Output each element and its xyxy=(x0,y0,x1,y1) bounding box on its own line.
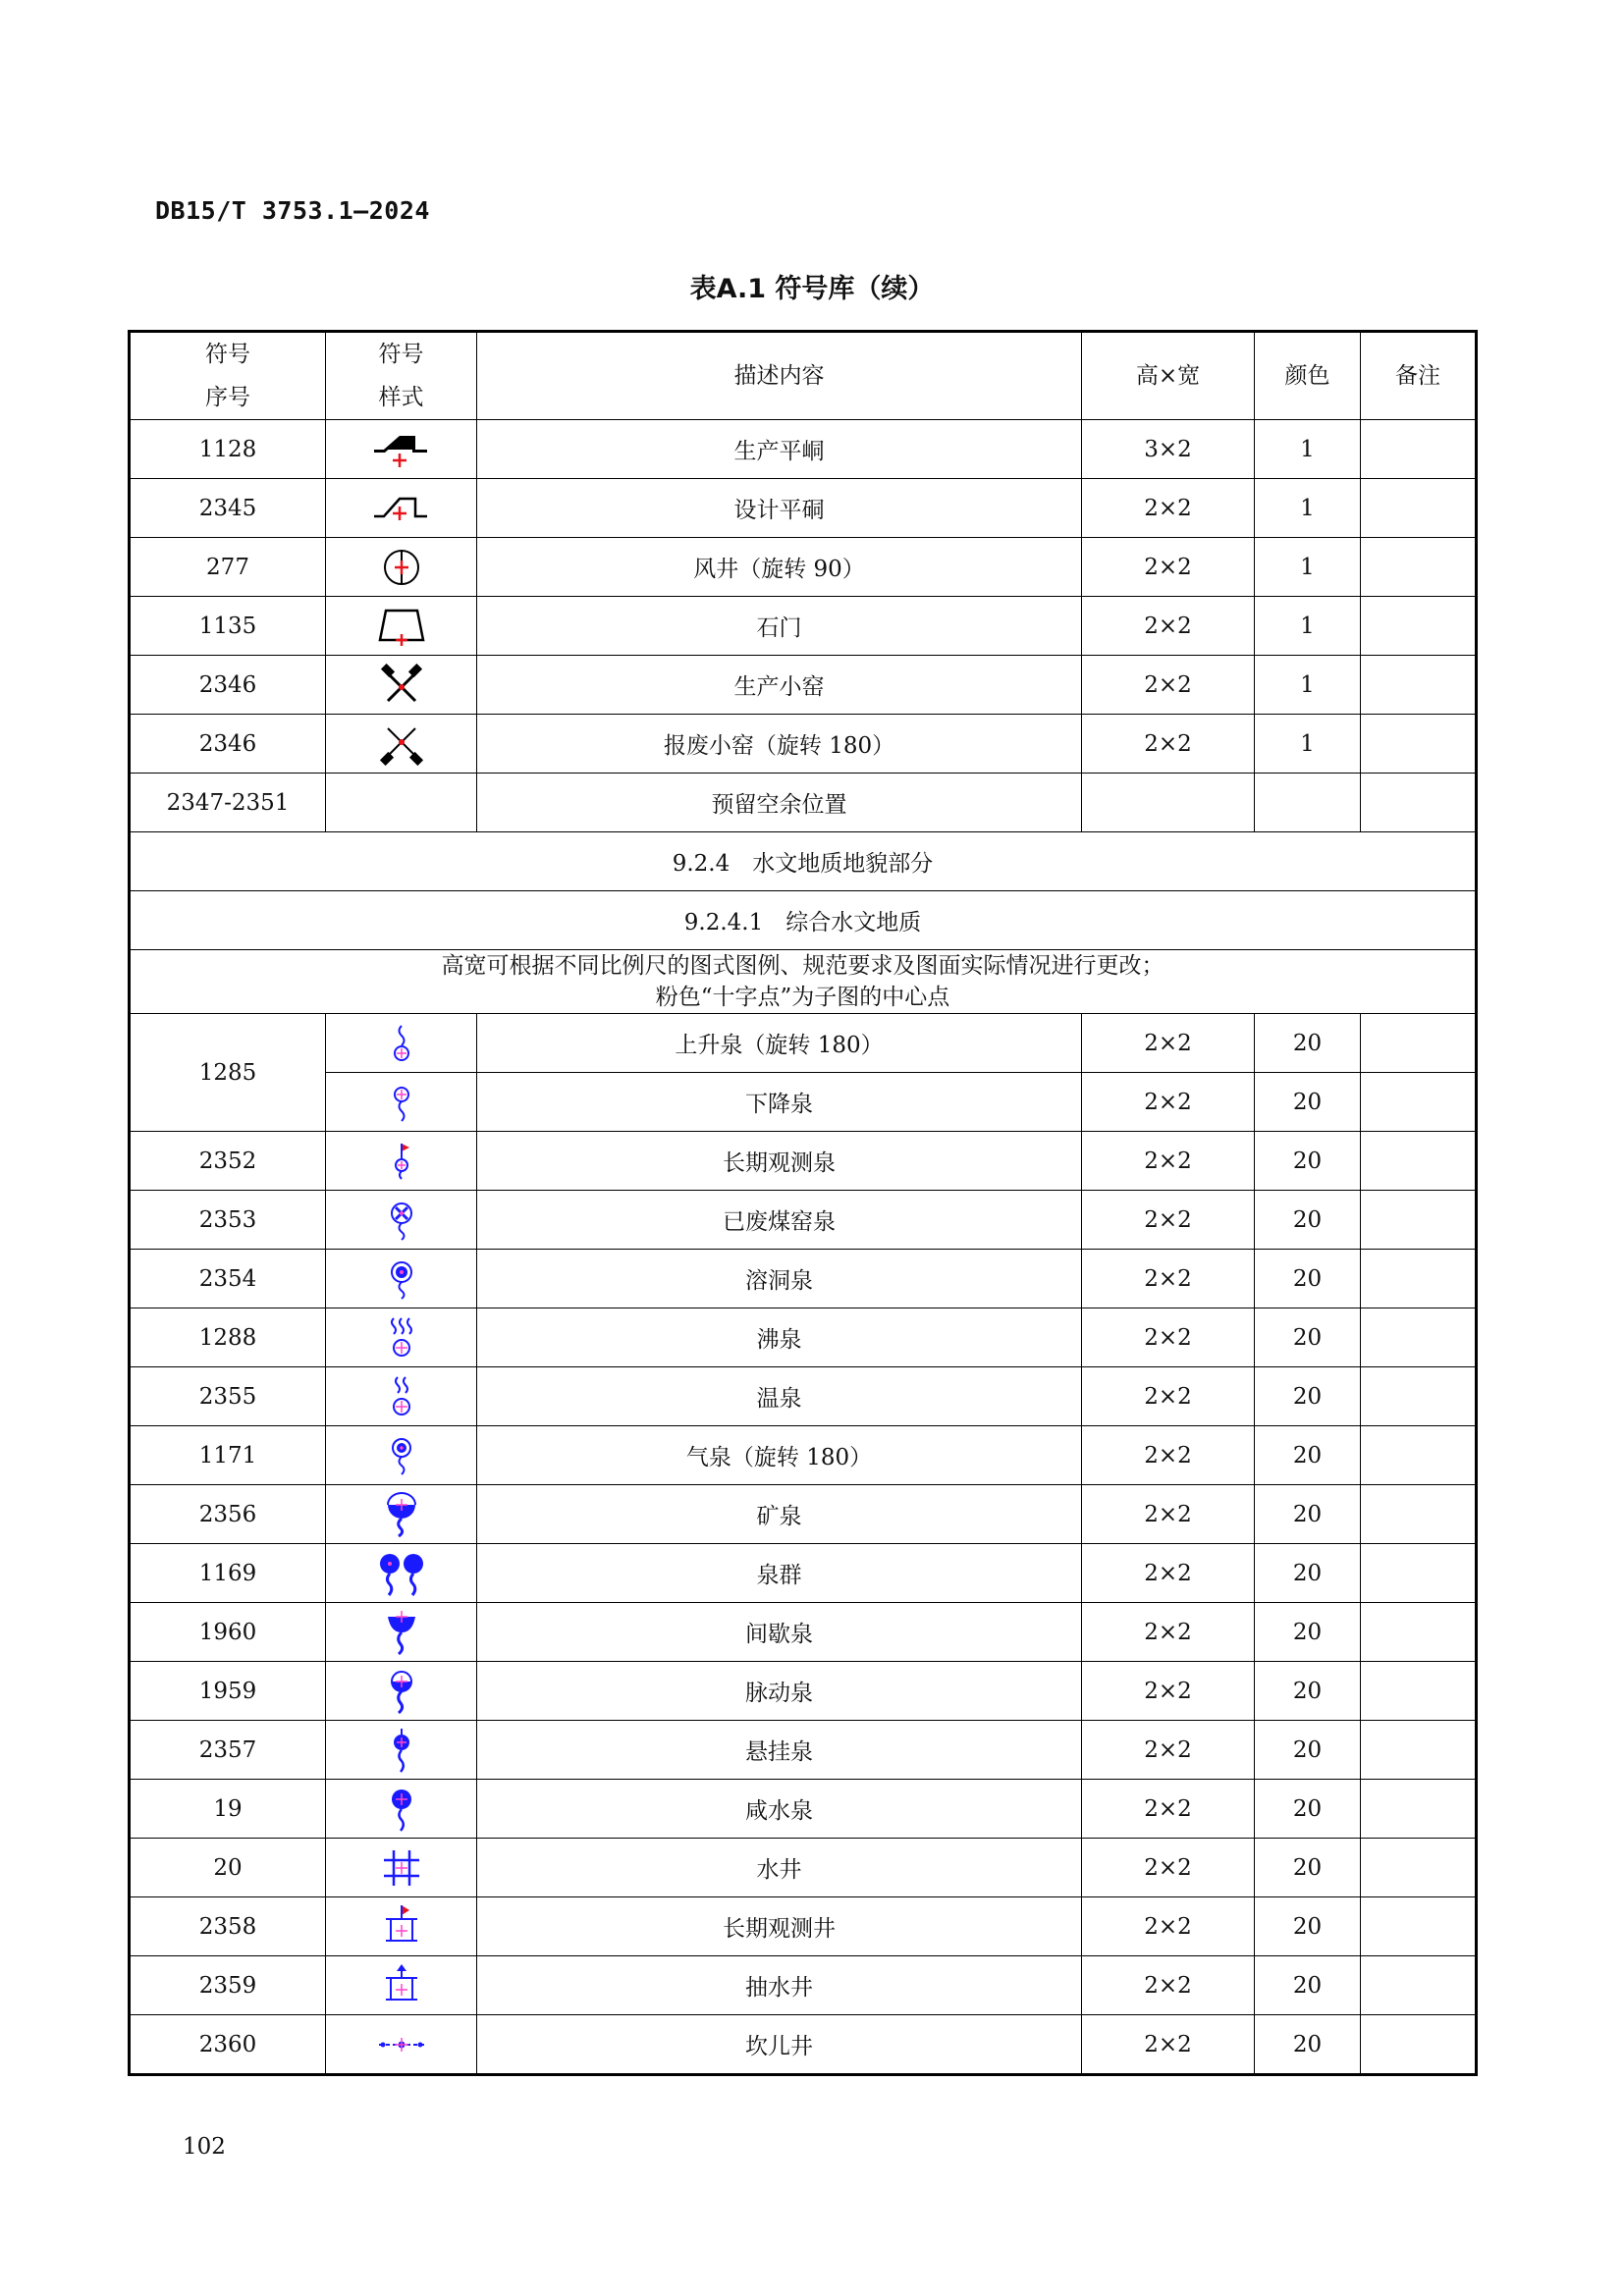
color-cell: 20 xyxy=(1255,1191,1361,1250)
color-cell: 1 xyxy=(1255,538,1361,597)
size-cell: 2×2 xyxy=(1082,1721,1255,1780)
seq-cell: 2346 xyxy=(130,715,326,774)
table-row xyxy=(130,1956,1477,2015)
color-cell: 20 xyxy=(1255,1780,1361,1839)
table-row xyxy=(130,2015,1477,2075)
size-cell: 2×2 xyxy=(1082,1367,1255,1426)
size-cell: 2×2 xyxy=(1082,1014,1255,1073)
size-cell: 3×2 xyxy=(1082,420,1255,479)
table-row xyxy=(130,1485,1477,1544)
table-row xyxy=(130,715,1477,774)
long-term-observation-well-icon xyxy=(380,1903,423,1950)
seq-cell: 2360 xyxy=(130,2015,326,2075)
air-shaft-icon xyxy=(380,546,423,589)
note-cell xyxy=(1361,1662,1477,1721)
desc-cell: 长期观测井 xyxy=(477,1897,1082,1956)
table-title: 表A.1 符号库（续） xyxy=(689,274,935,304)
seq-cell: 1960 xyxy=(130,1603,326,1662)
header-color: 颜色 xyxy=(1255,332,1361,420)
size-cell xyxy=(1082,774,1255,832)
desc-cell: 下降泉 xyxy=(477,1073,1082,1132)
note-cell xyxy=(1361,1603,1477,1662)
desc-cell: 生产平峒 xyxy=(477,420,1082,479)
seq-cell: 2355 xyxy=(130,1367,326,1426)
color-cell: 1 xyxy=(1255,479,1361,538)
color-cell: 20 xyxy=(1255,1250,1361,1308)
size-cell: 2×2 xyxy=(1082,715,1255,774)
table-row xyxy=(130,1250,1477,1308)
color-cell: 20 xyxy=(1255,1956,1361,2015)
desc-cell: 水井 xyxy=(477,1839,1082,1897)
table-row xyxy=(130,1721,1477,1780)
water-well-icon xyxy=(380,1846,423,1890)
table-header-row xyxy=(130,332,1477,420)
table-row xyxy=(130,1132,1477,1191)
desc-cell: 矿泉 xyxy=(477,1485,1082,1544)
long-term-observation-spring-icon xyxy=(387,1140,416,1183)
subsection-heading: 9.2.4.1 综合水文地质 xyxy=(130,891,1477,950)
seq-cell: 2352 xyxy=(130,1132,326,1191)
header-size: 高×宽 xyxy=(1082,332,1255,420)
seq-cell: 2345 xyxy=(130,479,326,538)
desc-cell: 咸水泉 xyxy=(477,1780,1082,1839)
boiling-spring-icon xyxy=(385,1314,418,1362)
table-row xyxy=(130,1839,1477,1897)
size-cell: 2×2 xyxy=(1082,1308,1255,1367)
desc-cell: 抽水井 xyxy=(477,1956,1082,2015)
table-row xyxy=(130,774,1477,832)
seq-cell: 1135 xyxy=(130,597,326,656)
size-cell: 2×2 xyxy=(1082,1603,1255,1662)
table-row xyxy=(130,597,1477,656)
color-cell: 1 xyxy=(1255,656,1361,715)
production-small-pit-icon xyxy=(378,664,425,707)
stone-gate-icon xyxy=(372,605,431,648)
note-cell xyxy=(1361,1073,1477,1132)
production-adit-icon xyxy=(370,428,433,471)
desc-cell: 气泉（旋转 180） xyxy=(477,1426,1082,1485)
seq-cell: 20 xyxy=(130,1839,326,1897)
size-cell: 2×2 xyxy=(1082,1191,1255,1250)
seq-cell: 1171 xyxy=(130,1426,326,1485)
abandoned-coal-pit-spring-icon xyxy=(385,1199,418,1242)
note-cell xyxy=(1361,774,1477,832)
size-cell: 2×2 xyxy=(1082,597,1255,656)
desc-cell: 沸泉 xyxy=(477,1308,1082,1367)
desc-cell: 石门 xyxy=(477,597,1082,656)
pumping-well-icon xyxy=(380,1962,423,2009)
size-cell: 2×2 xyxy=(1082,1426,1255,1485)
size-cell: 2×2 xyxy=(1082,1897,1255,1956)
header-seq: 符号 序号 xyxy=(130,332,326,420)
size-cell: 2×2 xyxy=(1082,1485,1255,1544)
desc-cell: 已废煤窑泉 xyxy=(477,1191,1082,1250)
desc-cell: 溶洞泉 xyxy=(477,1250,1082,1308)
size-cell: 2×2 xyxy=(1082,1956,1255,2015)
seq-cell: 1288 xyxy=(130,1308,326,1367)
note-cell xyxy=(1361,2015,1477,2075)
color-cell: 20 xyxy=(1255,1426,1361,1485)
desc-cell: 温泉 xyxy=(477,1367,1082,1426)
color-cell xyxy=(1255,774,1361,832)
note-cell xyxy=(1361,1780,1477,1839)
note-cell xyxy=(1361,656,1477,715)
header-desc: 描述内容 xyxy=(477,332,1082,420)
table-row xyxy=(130,1308,1477,1367)
seq-cell: 1285 xyxy=(130,1014,326,1132)
seq-cell: 2357 xyxy=(130,1721,326,1780)
table-note: 高宽可根据不同比例尺的图式图例、规范要求及图面实际情况进行更改； 粉色“十字点”为子图的中心点 xyxy=(130,950,1477,1014)
table-row xyxy=(130,1073,1477,1132)
size-cell: 2×2 xyxy=(1082,1544,1255,1603)
note-cell xyxy=(1361,1839,1477,1897)
table-row xyxy=(130,1662,1477,1721)
table-row xyxy=(130,1897,1477,1956)
desc-cell: 设计平硐 xyxy=(477,479,1082,538)
size-cell: 2×2 xyxy=(1082,1780,1255,1839)
note-cell xyxy=(1361,1367,1477,1426)
note-cell xyxy=(1361,1191,1477,1250)
saltwater-spring-icon xyxy=(385,1786,418,1833)
warm-spring-icon xyxy=(385,1373,418,1420)
color-cell: 20 xyxy=(1255,1132,1361,1191)
note-cell xyxy=(1361,479,1477,538)
table-row xyxy=(130,1014,1477,1073)
note-cell xyxy=(1361,1426,1477,1485)
note-cell xyxy=(1361,420,1477,479)
color-cell: 20 xyxy=(1255,1014,1361,1073)
desc-cell: 上升泉（旋转 180） xyxy=(477,1014,1082,1073)
desc-cell: 坎儿井 xyxy=(477,2015,1082,2075)
table-row xyxy=(130,420,1477,479)
gas-spring-icon xyxy=(385,1434,418,1477)
size-cell: 2×2 xyxy=(1082,1073,1255,1132)
size-cell: 2×2 xyxy=(1082,479,1255,538)
color-cell: 1 xyxy=(1255,597,1361,656)
color-cell: 20 xyxy=(1255,1721,1361,1780)
hanging-spring-icon xyxy=(385,1727,418,1774)
note-cell xyxy=(1361,1250,1477,1308)
size-cell: 2×2 xyxy=(1082,1250,1255,1308)
ascending-spring-icon xyxy=(387,1022,416,1065)
page-number: 102 xyxy=(183,2134,226,2160)
note-cell xyxy=(1361,1544,1477,1603)
size-cell: 2×2 xyxy=(1082,1839,1255,1897)
document-code: DB15/T 3753.1—2024 xyxy=(155,196,430,225)
color-cell: 20 xyxy=(1255,1367,1361,1426)
desc-cell: 泉群 xyxy=(477,1544,1082,1603)
desc-cell: 长期观测泉 xyxy=(477,1132,1082,1191)
desc-cell: 悬挂泉 xyxy=(477,1721,1082,1780)
geyser-icon xyxy=(383,1609,420,1656)
desc-cell: 间歇泉 xyxy=(477,1603,1082,1662)
header-note: 备注 xyxy=(1361,332,1477,420)
size-cell: 2×2 xyxy=(1082,656,1255,715)
color-cell: 20 xyxy=(1255,2015,1361,2075)
seq-cell: 2356 xyxy=(130,1485,326,1544)
seq-cell: 1128 xyxy=(130,420,326,479)
size-cell: 2×2 xyxy=(1082,2015,1255,2075)
note-cell xyxy=(1361,538,1477,597)
table-row xyxy=(130,538,1477,597)
seq-cell: 1169 xyxy=(130,1544,326,1603)
note-cell xyxy=(1361,1132,1477,1191)
note-cell xyxy=(1361,1485,1477,1544)
desc-cell: 报废小窑（旋转 180） xyxy=(477,715,1082,774)
note-cell xyxy=(1361,1956,1477,2015)
note-cell xyxy=(1361,1308,1477,1367)
color-cell: 20 xyxy=(1255,1485,1361,1544)
seq-cell: 2359 xyxy=(130,1956,326,2015)
desc-cell: 脉动泉 xyxy=(477,1662,1082,1721)
color-cell: 20 xyxy=(1255,1662,1361,1721)
desc-cell: 预留空余位置 xyxy=(477,774,1082,832)
size-cell: 2×2 xyxy=(1082,1662,1255,1721)
note-row xyxy=(130,950,1477,1014)
seq-cell: 2346 xyxy=(130,656,326,715)
table-row xyxy=(130,1603,1477,1662)
note-cell xyxy=(1361,597,1477,656)
seq-cell: 2353 xyxy=(130,1191,326,1250)
color-cell: 20 xyxy=(1255,1897,1361,1956)
color-cell: 1 xyxy=(1255,715,1361,774)
abandoned-small-pit-icon xyxy=(378,722,425,766)
color-cell: 20 xyxy=(1255,1308,1361,1367)
karst-cave-spring-icon xyxy=(385,1257,418,1301)
section-heading-row xyxy=(130,832,1477,891)
color-cell: 20 xyxy=(1255,1544,1361,1603)
pulsating-spring-icon xyxy=(383,1668,420,1715)
color-cell: 20 xyxy=(1255,1839,1361,1897)
table-row xyxy=(130,1367,1477,1426)
symbol-table xyxy=(128,330,1478,2076)
seq-cell: 277 xyxy=(130,538,326,597)
table-row xyxy=(130,479,1477,538)
seq-cell: 1959 xyxy=(130,1662,326,1721)
note-cell xyxy=(1361,1014,1477,1073)
seq-cell: 2347-2351 xyxy=(130,774,326,832)
note-cell xyxy=(1361,1897,1477,1956)
color-cell: 20 xyxy=(1255,1603,1361,1662)
table-row xyxy=(130,656,1477,715)
section-heading: 9.2.4 水文地质地貌部分 xyxy=(130,832,1477,891)
seq-cell: 2358 xyxy=(130,1897,326,1956)
color-cell: 20 xyxy=(1255,1073,1361,1132)
size-cell: 2×2 xyxy=(1082,538,1255,597)
size-cell: 2×2 xyxy=(1082,1132,1255,1191)
header-style: 符号 样式 xyxy=(326,332,477,420)
design-adit-icon xyxy=(370,487,433,530)
subsection-heading-row xyxy=(130,891,1477,950)
karez-well-icon xyxy=(375,2030,428,2059)
table-row xyxy=(130,1191,1477,1250)
table-row xyxy=(130,1544,1477,1603)
spring-group-icon xyxy=(374,1550,429,1597)
color-cell: 1 xyxy=(1255,420,1361,479)
descending-spring-icon xyxy=(387,1081,416,1124)
note-cell xyxy=(1361,1721,1477,1780)
desc-cell: 风井（旋转 90） xyxy=(477,538,1082,597)
seq-cell: 2354 xyxy=(130,1250,326,1308)
note-cell xyxy=(1361,715,1477,774)
table-row xyxy=(130,1780,1477,1839)
mineral-spring-icon xyxy=(383,1491,420,1538)
desc-cell: 生产小窑 xyxy=(477,656,1082,715)
seq-cell: 19 xyxy=(130,1780,326,1839)
table-row xyxy=(130,1426,1477,1485)
